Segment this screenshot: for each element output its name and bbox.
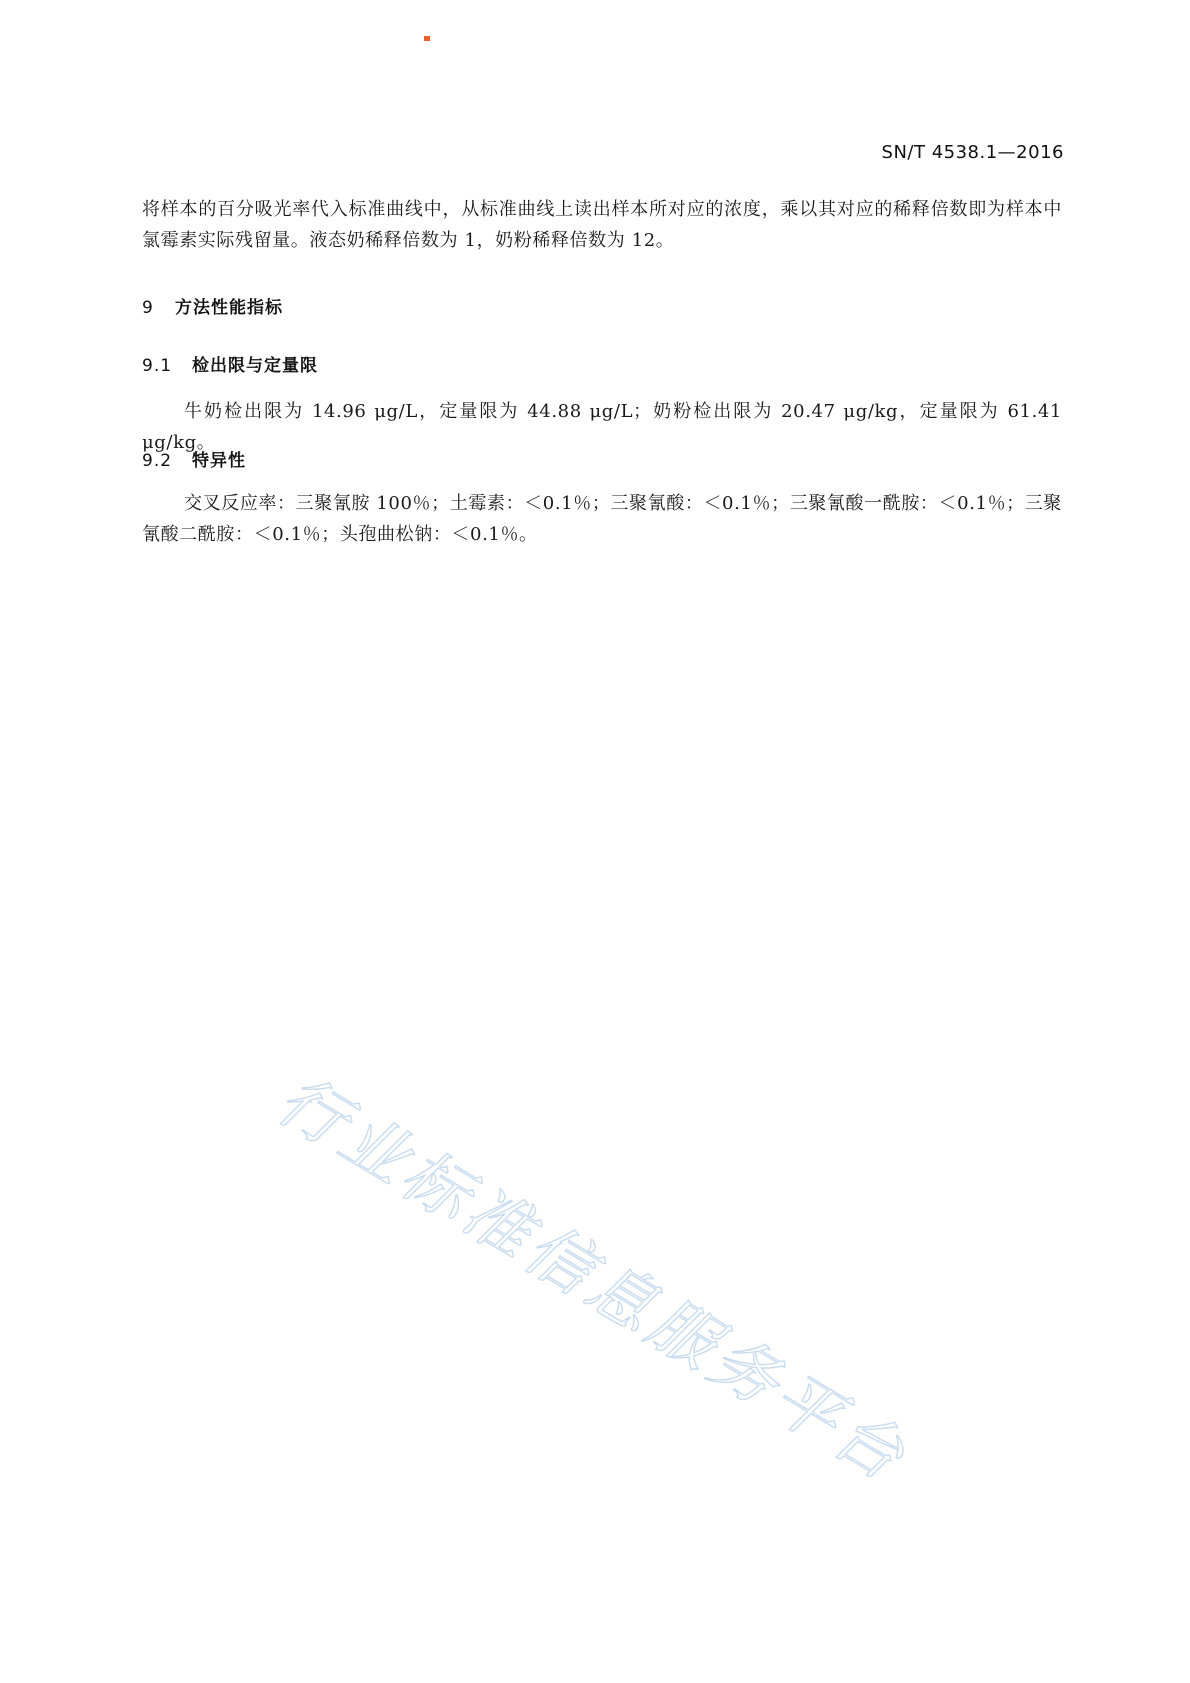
paragraph-specificity: 交叉反应率：三聚氰胺 100％；土霉素：＜0.1％；三聚氰酸：＜0.1％；三聚氰酸一酰胺：＜0.1％；三聚氰酸二酰胺：＜0.1％；头孢曲松钠：＜0.1％。 [142, 493, 1062, 545]
top-mark [424, 36, 430, 41]
watermark: 行业标准信息服务平台 [264, 1060, 922, 1498]
section-number: 9.2 [142, 451, 173, 471]
section-number: 9.1 [142, 356, 173, 376]
document-code: SN/T 4538.1—2016 [881, 142, 1064, 163]
section-heading-9-2 [142, 446, 246, 471]
section-heading-9 [142, 293, 283, 318]
section-title: 检出限与定量限 [192, 356, 318, 376]
section-heading-9-1 [142, 351, 318, 376]
section-title: 方法性能指标 [175, 298, 283, 318]
paragraph-detection-limits: 牛奶检出限为 14.96 μg/L，定量限为 44.88 μg/L；奶粉检出限为 20.47 μg/kg，定量限为 61.41 μg/kg。 [142, 401, 1062, 453]
paragraph-calculation: 将样本的百分吸光率代入标准曲线中，从标准曲线上读出样本所对应的浓度，乘以其对应的稀释倍数即为样本中氯霉素实际残留量。液态奶稀释倍数为 1，奶粉稀释倍数为 12。 [142, 199, 1062, 251]
section-title: 特异性 [192, 451, 246, 471]
section-number: 9 [142, 298, 154, 318]
